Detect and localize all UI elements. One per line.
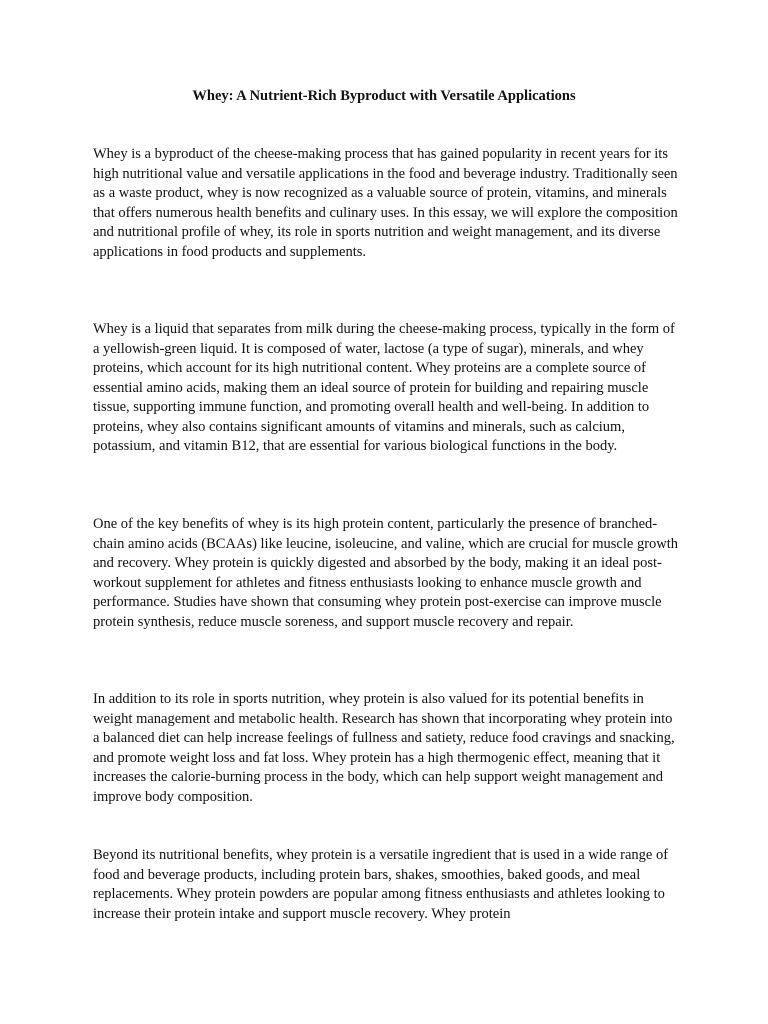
document-title: Whey: A Nutrient-Rich Byproduct with Versatile Applications xyxy=(192,88,576,104)
paragraph-composition: Whey is a liquid that separates from milk during the cheese-making process, typically in the form of a yellowish-green liquid. It is composed of water, lactose (a type of sugar), minerals, and whey proteins, which account for its high nutritional content. Whey proteins are a complete source of essential amino acids, making them an ideal source of protein for building and repairing muscle tissue, supporting immune function, and promoting overall health and well-being. In addition to proteins, whey also contains significant amounts of vitamins and minerals, such as calcium, potassium, and vitamin B12, that are essential for various biological functions in the body. xyxy=(93,321,675,454)
paragraph-introduction: Whey is a byproduct of the cheese-making process that has gained popularity in recent years for its high nutritional value and versatile applications in the food and beverage industry. Traditionally seen as a waste product, whey is now recognized as a valuable source of protein, vitamins, and minerals that offers numerous health benefits and culinary uses. In this essay, we will explore the composition and nutritional profile of whey, its role in sports nutrition and weight management, and its diverse applications in food products and supplements. xyxy=(93,146,678,260)
paragraph-applications: Beyond its nutritional benefits, whey protein is a versatile ingredient that is used in a wide range of food and beverage products, including protein bars, shakes, smoothies, baked goods, and meal replacements. Whey protein powders are popular among fitness enthusiasts and athletes looking to increase their protein intake and support muscle recovery. Whey protein xyxy=(93,847,669,922)
paragraph-protein-benefits: One of the key benefits of whey is its high protein content, particularly the presence of branched-chain amino acids (BCAAs) like leucine, isoleucine, and valine, which are crucial for muscle growth and recovery. Whey protein is quickly digested and absorbed by the body, making it an ideal post-workout supplement for athletes and fitness enthusiasts looking to enhance muscle growth and performance. Studies have shown that consuming whey protein post-exercise can improve muscle protein synthesis, reduce muscle soreness, and support muscle recovery and repair. xyxy=(93,516,679,630)
paragraph-weight-management: In addition to its role in sports nutrition, whey protein is also valued for its potential benefits in weight management and metabolic health. Research has shown that incorporating whey protein into a balanced diet can help increase feelings of fullness and satiety, reduce food cravings and snacking, and promote weight loss and fat loss. Whey protein has a high thermogenic effect, meaning that it increases the calorie-burning process in the body, which can help support weight management and improve body composition. xyxy=(93,691,675,805)
